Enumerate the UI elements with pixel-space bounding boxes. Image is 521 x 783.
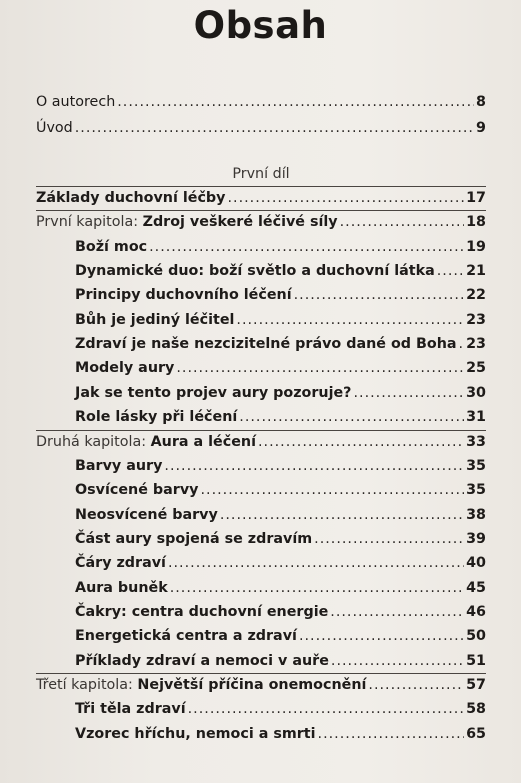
toc-section-entry[interactable] bbox=[75, 578, 486, 598]
toc-entry-title bbox=[75, 602, 328, 622]
toc-entry-page: 39 bbox=[466, 530, 486, 547]
toc-entry-page: 22 bbox=[466, 287, 486, 304]
page-title: Obsah bbox=[193, 4, 328, 47]
toc-entry-page: 38 bbox=[466, 506, 486, 523]
toc-entry-title bbox=[75, 553, 166, 573]
toc-entry-title bbox=[75, 407, 237, 427]
entry-heading: Boží moc bbox=[75, 238, 148, 255]
toc-section-entry[interactable] bbox=[75, 310, 486, 330]
entry-heading: Role lásky při léčení bbox=[75, 409, 238, 426]
entry-heading: Barvy aury bbox=[75, 457, 163, 474]
toc-section-entry[interactable] bbox=[75, 724, 486, 744]
part-heading: První díl bbox=[232, 166, 290, 182]
dot-leader bbox=[353, 383, 464, 403]
toc-entry-page: 19 bbox=[466, 238, 486, 255]
dot-leader bbox=[164, 456, 464, 476]
dot-leader bbox=[239, 407, 464, 427]
toc-entry-page: 23 bbox=[466, 336, 486, 353]
toc-chapter-entry[interactable] bbox=[36, 675, 486, 695]
chapter-prefix: Druhá kapitola: bbox=[36, 433, 151, 450]
toc-section-entry[interactable] bbox=[75, 699, 486, 719]
toc-entry-title bbox=[75, 383, 351, 403]
toc-entry-page: 21 bbox=[466, 263, 486, 280]
toc-chapter-entry[interactable] bbox=[36, 212, 486, 232]
chapter-divider bbox=[36, 673, 486, 674]
dot-leader bbox=[149, 237, 464, 257]
toc-entry-title bbox=[75, 237, 147, 257]
toc-entry-front[interactable] bbox=[36, 92, 486, 112]
dot-leader bbox=[117, 92, 474, 112]
toc-entry-page: 25 bbox=[466, 360, 486, 377]
toc-entry-title bbox=[75, 626, 297, 646]
toc-section-entry[interactable] bbox=[75, 553, 486, 573]
toc-section-entry[interactable] bbox=[75, 505, 486, 525]
toc-entry-front[interactable] bbox=[36, 118, 486, 138]
toc-entry-title bbox=[75, 529, 312, 549]
dot-leader bbox=[340, 212, 464, 232]
toc-entry-title: O autorech bbox=[36, 94, 116, 110]
toc-section-entry[interactable] bbox=[75, 651, 486, 671]
dot-leader bbox=[331, 651, 464, 671]
toc-entry-title bbox=[75, 699, 186, 719]
toc-entry-page: 35 bbox=[466, 457, 486, 474]
dot-leader bbox=[258, 432, 464, 452]
dot-leader bbox=[228, 188, 465, 208]
dot-leader bbox=[368, 675, 464, 695]
dot-leader bbox=[318, 724, 465, 744]
chapter-divider bbox=[36, 210, 486, 211]
dot-leader bbox=[220, 505, 464, 525]
toc-entry-page: 57 bbox=[466, 677, 486, 693]
dot-leader bbox=[314, 529, 464, 549]
entry-heading: Neosvícené barvy bbox=[75, 506, 218, 523]
dot-leader bbox=[188, 699, 464, 719]
toc-entry-page: 45 bbox=[466, 579, 486, 596]
entry-heading: Aura buněk bbox=[75, 579, 168, 596]
toc-section-entry[interactable] bbox=[75, 529, 486, 549]
entry-heading: Tři těla zdraví bbox=[75, 701, 186, 718]
toc-entry-title bbox=[75, 505, 218, 525]
dot-leader bbox=[459, 334, 465, 354]
toc-section-entry[interactable] bbox=[75, 383, 486, 403]
entry-heading: Bůh je jediný léčitel bbox=[75, 311, 235, 328]
dot-leader bbox=[236, 310, 464, 330]
toc-entry-page: 35 bbox=[466, 482, 486, 499]
toc-entry-title bbox=[75, 261, 435, 281]
chapter-divider bbox=[36, 430, 486, 431]
entry-heading: Část aury spojená se zdravím bbox=[75, 530, 313, 547]
toc-entry-title bbox=[75, 651, 329, 671]
toc-chapter-entry[interactable] bbox=[36, 188, 486, 208]
entry-heading: Jak se tento projev aury pozoruje? bbox=[75, 384, 352, 401]
toc-entry-title bbox=[75, 310, 234, 330]
entry-heading: Čakry: centra duchovní energie bbox=[75, 603, 329, 620]
toc-entry-page: 46 bbox=[466, 603, 486, 620]
entry-heading: Zdroj veškeré léčivé síly bbox=[142, 214, 338, 231]
toc-entry-title bbox=[36, 432, 256, 452]
chapter-prefix: První kapitola: bbox=[36, 214, 143, 231]
toc-entry-page: 65 bbox=[466, 725, 486, 742]
dot-leader bbox=[437, 261, 464, 281]
toc-section-entry[interactable] bbox=[75, 261, 486, 281]
toc-entry-title bbox=[36, 212, 338, 232]
entry-heading: Osvícené barvy bbox=[75, 482, 199, 499]
dot-leader bbox=[170, 578, 464, 598]
entry-heading: Největší příčina onemocnění bbox=[137, 677, 367, 693]
toc-section-entry[interactable] bbox=[75, 602, 486, 622]
dot-leader bbox=[299, 626, 464, 646]
toc-entry-page: 18 bbox=[466, 214, 486, 231]
entry-heading: Čáry zdraví bbox=[75, 555, 166, 572]
toc-entry-title bbox=[75, 358, 174, 378]
dot-leader bbox=[75, 118, 474, 138]
dot-leader bbox=[330, 602, 464, 622]
toc-section-entry[interactable] bbox=[75, 407, 486, 427]
chapter-prefix: Třetí kapitola: bbox=[36, 677, 138, 693]
toc-chapter-entry[interactable] bbox=[36, 432, 486, 452]
toc-section-entry[interactable] bbox=[75, 626, 486, 646]
toc-entry-title bbox=[75, 285, 292, 305]
dot-leader bbox=[168, 553, 464, 573]
toc-entry-title bbox=[75, 578, 168, 598]
toc-entry-page: 50 bbox=[466, 628, 486, 645]
toc-entry-page: 33 bbox=[466, 433, 486, 450]
dot-leader bbox=[294, 285, 464, 305]
toc-section-entry[interactable] bbox=[75, 334, 486, 354]
entry-heading: Základy duchovní léčby bbox=[36, 190, 226, 206]
toc-entry-page: 51 bbox=[466, 652, 486, 669]
toc-entry-page: 23 bbox=[466, 311, 486, 328]
entry-heading: Modely aury bbox=[75, 360, 175, 377]
toc-section-entry[interactable] bbox=[75, 237, 486, 257]
toc-entry-page: 31 bbox=[466, 409, 486, 426]
part-divider bbox=[36, 186, 486, 187]
toc-section-entry[interactable] bbox=[75, 285, 486, 305]
entry-heading: Vzorec hříchu, nemoci a smrti bbox=[75, 725, 316, 742]
entry-heading: Principy duchovního léčení bbox=[75, 287, 292, 304]
dot-leader bbox=[176, 358, 464, 378]
entry-heading: Aura a léčení bbox=[150, 433, 256, 450]
toc-entry-title bbox=[75, 724, 316, 744]
toc-entry-title bbox=[75, 480, 198, 500]
toc-entry-page: 30 bbox=[466, 384, 486, 401]
toc-entry-page: 40 bbox=[466, 555, 486, 572]
toc-entry-page: 9 bbox=[476, 120, 486, 136]
toc-entry-title: Úvod bbox=[36, 120, 73, 136]
toc-entry-page: 58 bbox=[466, 701, 486, 718]
toc-entry-page: 8 bbox=[476, 94, 486, 110]
toc-entry-title bbox=[75, 334, 457, 354]
entry-heading: Dynamické duo: boží světlo a duchovní látka bbox=[75, 263, 435, 280]
entry-heading: Energetická centra a zdraví bbox=[75, 628, 297, 645]
toc-entry-title bbox=[75, 456, 162, 476]
dot-leader bbox=[200, 480, 464, 500]
toc-entry-title bbox=[36, 675, 366, 695]
toc-entry-page: 17 bbox=[466, 190, 486, 206]
toc-section-entry[interactable] bbox=[75, 456, 486, 476]
entry-heading: Příklady zdraví a nemoci v auře bbox=[75, 652, 329, 669]
toc-section-entry[interactable] bbox=[75, 480, 486, 500]
toc-section-entry[interactable] bbox=[75, 358, 486, 378]
toc-entry-title bbox=[36, 188, 226, 208]
entry-heading: Zdraví je naše nezcizitelné právo dané od Boha bbox=[75, 336, 457, 353]
